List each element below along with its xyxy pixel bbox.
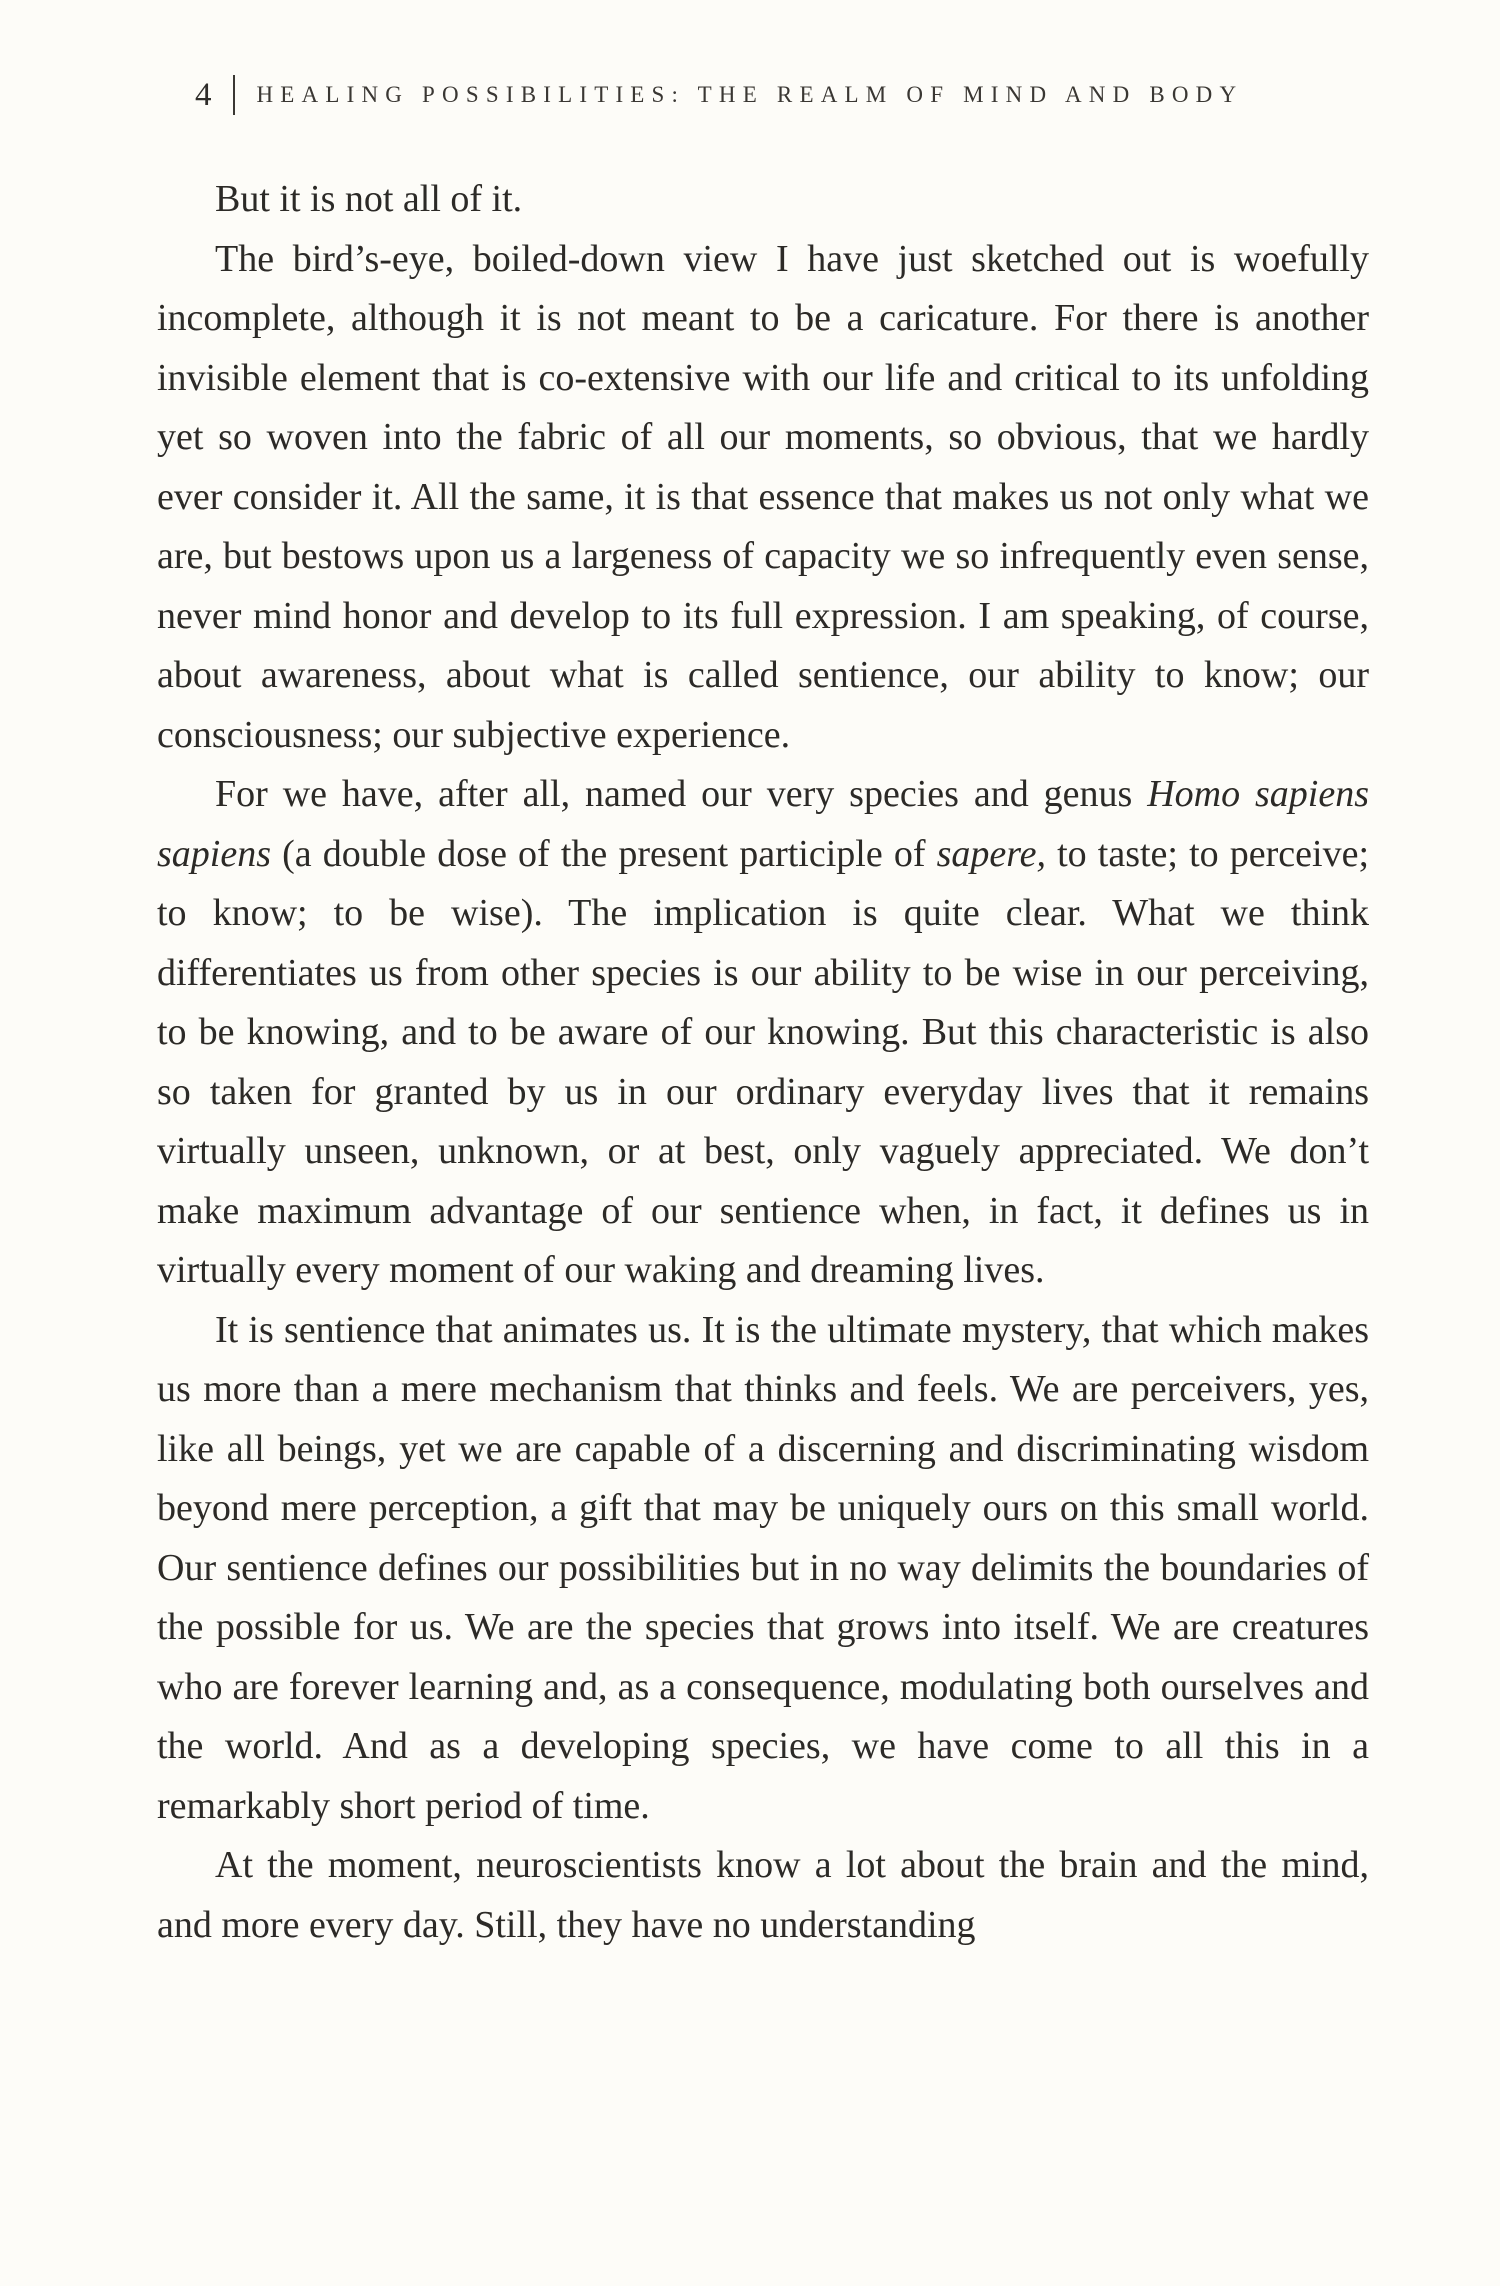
species-name-italic: Homo sapiens sapiens [157, 773, 1369, 875]
paragraph-4: It is sentience that animates us. It is the ultimate mystery, that which makes us more than a mere mechanism that thinks and feels. We are perceivers, yes, like all beings, yet we are capable of a discerning and discriminating wisdom beyond mere perception, a gift that may be uniquely ours on this small world. Our sentience defines our possibilities but in no way delimits the boundaries of the possible for us. We are the species that grows into itself. We are creatures who are forever learning and, as a consequence, modulating both ourselves and the world. And as a developing species, we have come to all this in a remarkably short period of time. [157, 1308, 1369, 1827]
header-divider [233, 75, 235, 115]
paragraph-2: The bird’s-eye, boiled-down view I have just sketched out is woefully incomplete, although it is not meant to be a caricature. For there is another invisible element that is co-extensive with our life and critical to its unfolding yet so woven into the fabric of all our moments, so obvious, that we hardly ever consider it. All the same, it is that essence that makes us not only what we are, but bestows upon us a largeness of capacity we so infrequently even sense, never mind honor and develop to its full expression. I am speaking, of course, about awareness, about what is called sentience, our ability to know; our consciousness; our subjective experience. [157, 237, 1369, 756]
paragraph-5: At the moment, neuroscientists know a lot about the brain and the mind, and more every day. Still, they have no understanding [157, 1844, 1369, 1946]
paragraph-3 [157, 765, 1369, 1301]
page-number: 4 [195, 76, 213, 113]
latin-word-italic: sapere, [936, 832, 1046, 875]
body-text [157, 170, 1369, 1955]
paragraph-3-part-a: For we have, after all, named our very species and genus [215, 773, 1148, 815]
paragraph-3-part-c: (a double dose of the present participle of [271, 832, 937, 875]
paragraph-3-part-e: to taste; to perceive; to know; to be wise). The implication is quite clear. What we think differentiates us from other species is our ability to be wise in our perceiving, to be knowing, and to be aware of our knowing. But this characteristic is also so taken for granted by us in our ordinary everyday lives that it remains virtually unseen, unknown, or at best, only vaguely appreciated. We don’t make maximum advantage of our sentience when, in fact, it defines us in virtually every moment of our waking and dreaming lives. [157, 832, 1370, 1291]
running-title: HEALING POSSIBILITIES: THE REALM OF MIND AND BODY [256, 82, 1244, 107]
running-head [195, 70, 1345, 120]
paragraph-1: But it is not all of it. [215, 178, 523, 220]
